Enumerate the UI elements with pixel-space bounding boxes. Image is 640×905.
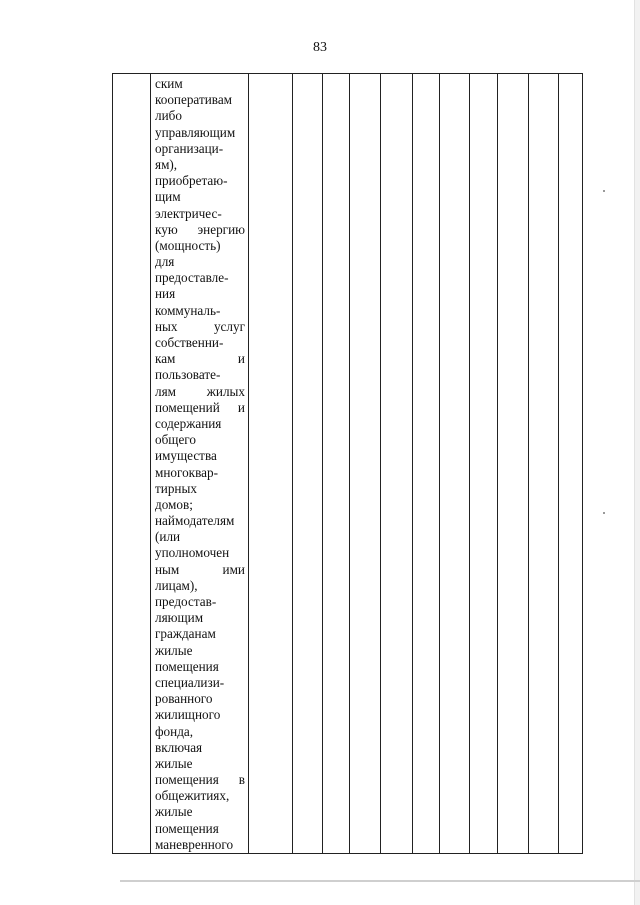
text-line: (мощность) bbox=[155, 237, 221, 253]
text-line: включая bbox=[155, 739, 203, 755]
table-cell-empty bbox=[529, 74, 559, 854]
text-line: рованного bbox=[155, 691, 213, 707]
text-line: пользовате- bbox=[155, 367, 221, 383]
text-line: ским bbox=[155, 76, 183, 91]
scan-bottom-rule bbox=[120, 880, 640, 882]
text-line: либо bbox=[155, 108, 182, 124]
table-cell-empty bbox=[440, 74, 470, 854]
text-line: маневренного bbox=[155, 836, 234, 852]
table-cell-empty bbox=[470, 74, 498, 854]
text-line: специализи- bbox=[155, 674, 225, 690]
table-cell-empty bbox=[498, 74, 529, 854]
text-line: помещения в bbox=[155, 772, 245, 788]
text-line: фонда, bbox=[155, 723, 194, 739]
text-line: жилые bbox=[155, 642, 193, 658]
text-line: жилищного bbox=[155, 707, 221, 723]
text-line: электричес- bbox=[155, 205, 222, 221]
page-number: 83 bbox=[313, 40, 327, 55]
table-row bbox=[113, 74, 583, 854]
text-line: помещения bbox=[155, 820, 219, 836]
text-line: общего bbox=[155, 432, 196, 448]
text-line: лям жилых bbox=[155, 383, 245, 399]
table-cell-empty bbox=[559, 74, 583, 854]
text-line: многоквар- bbox=[155, 464, 218, 480]
scan-speck bbox=[603, 512, 605, 514]
text-line: ния bbox=[155, 286, 176, 302]
text-line: предостав- bbox=[155, 594, 217, 609]
text-line: наймодателям bbox=[155, 513, 235, 529]
table-cell-description bbox=[151, 74, 249, 854]
text-line: гражданам bbox=[155, 626, 216, 642]
text-line: жилые bbox=[155, 755, 193, 771]
text-line: кую энергию bbox=[155, 221, 245, 237]
text-line: лицам), bbox=[155, 577, 198, 593]
text-line: общежитиях, bbox=[155, 788, 230, 804]
text-line: для bbox=[155, 254, 175, 270]
table-cell-empty bbox=[350, 74, 381, 854]
text-line: коммуналь- bbox=[155, 302, 221, 318]
text-line: кам и bbox=[155, 351, 245, 367]
text-line: ляющим bbox=[155, 610, 204, 626]
table-cell-empty bbox=[381, 74, 413, 854]
text-line: собственни- bbox=[155, 335, 224, 350]
text-line: содержания bbox=[155, 415, 222, 431]
table-cell-blank bbox=[113, 74, 151, 854]
document-table bbox=[112, 73, 583, 854]
text-line: управляющим bbox=[155, 124, 236, 140]
text-line: приобретаю- bbox=[155, 173, 228, 189]
text-line: организаци- bbox=[155, 140, 224, 156]
text-line: (или bbox=[155, 529, 181, 545]
table-cell-empty bbox=[323, 74, 350, 854]
table-cell-empty bbox=[293, 74, 323, 854]
text-line: ям), bbox=[155, 156, 178, 172]
text-line: домов; bbox=[155, 496, 193, 512]
scan-edge bbox=[634, 0, 640, 905]
text-line: ным ими bbox=[155, 561, 245, 577]
text-line: уполномочен bbox=[155, 545, 230, 561]
text-line: имущества bbox=[155, 448, 217, 464]
text-line: тирных bbox=[155, 480, 197, 496]
text-line: предоставле- bbox=[155, 270, 229, 286]
text-line: ных услуг bbox=[155, 318, 245, 334]
table-cell-empty bbox=[249, 74, 293, 854]
text-line: кооперативам bbox=[155, 92, 233, 108]
text-line: помещения bbox=[155, 658, 219, 674]
table-cell-empty bbox=[413, 74, 440, 854]
scan-speck bbox=[603, 190, 605, 192]
text-line: помещений и bbox=[155, 399, 245, 415]
text-line: щим bbox=[155, 189, 181, 205]
text-line: жилые bbox=[155, 804, 193, 820]
